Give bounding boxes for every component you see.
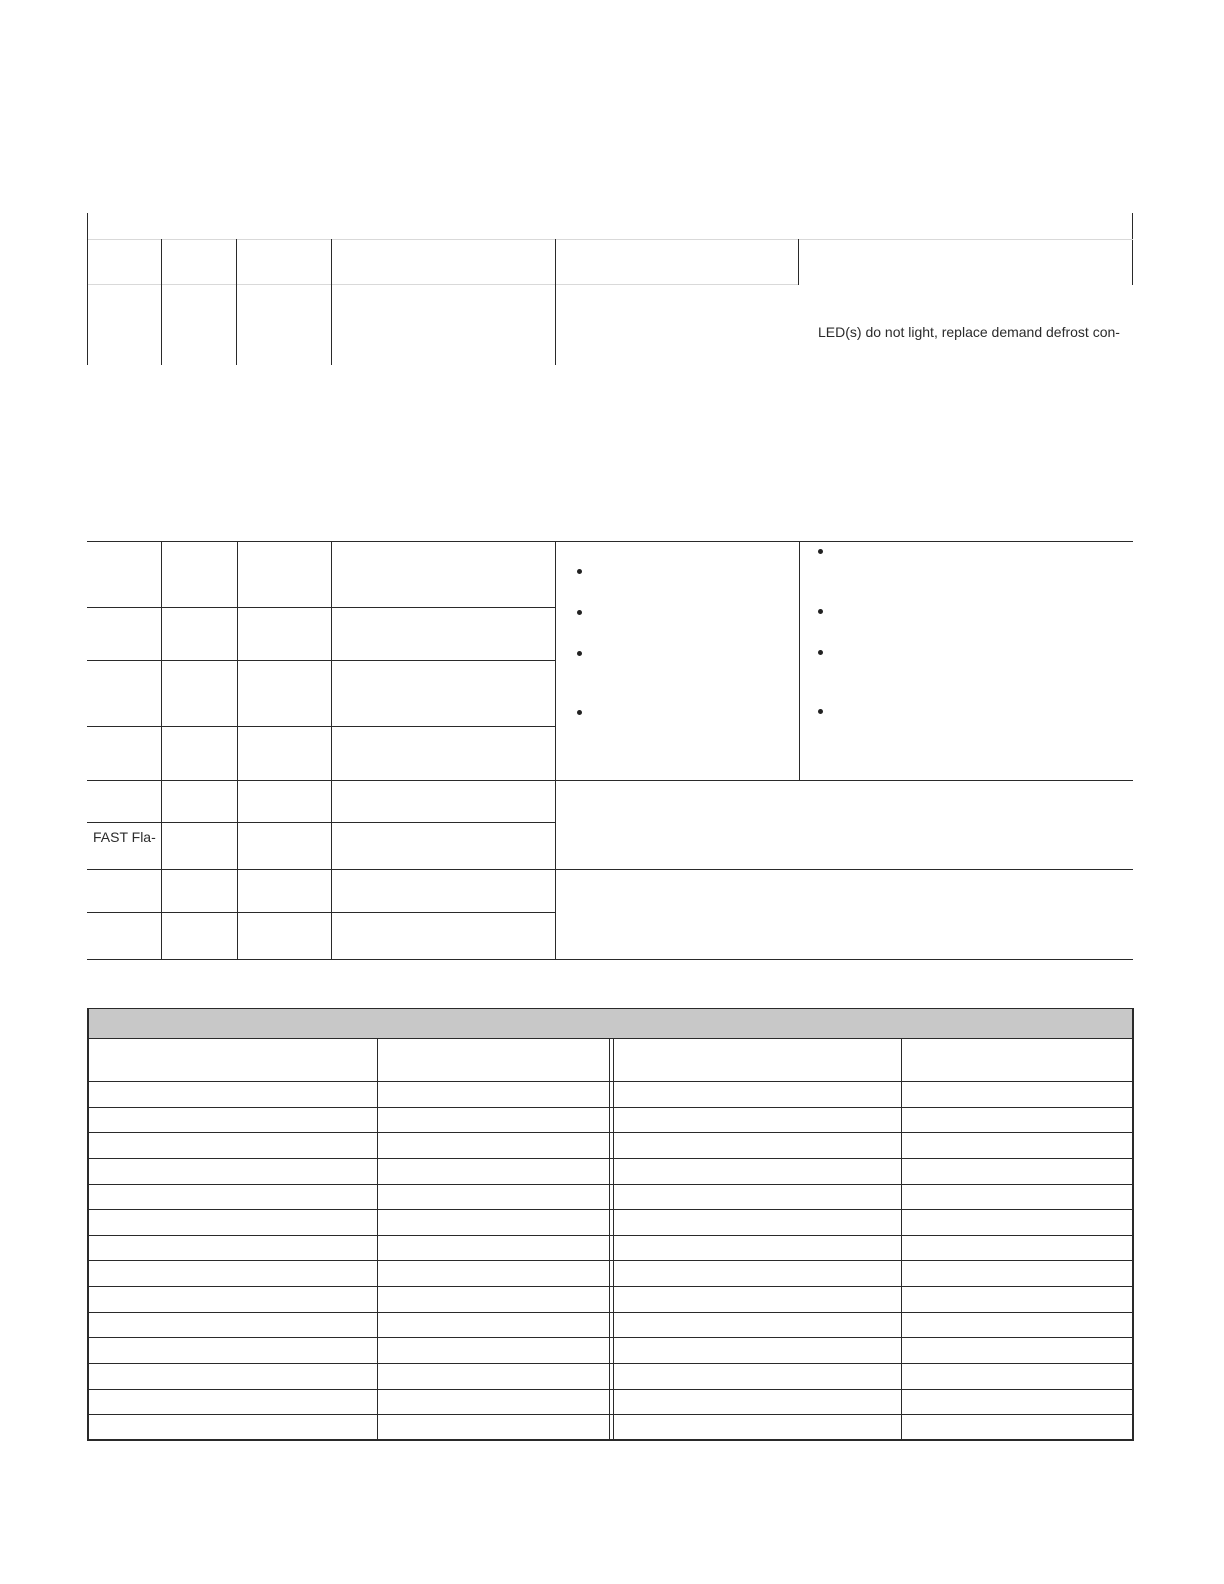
- table-middle-row-divider: [87, 660, 556, 661]
- table-middle-col-divider: [555, 541, 556, 959]
- table-middle-top-border: [87, 541, 1133, 542]
- table-middle-row-divider: [87, 780, 1133, 781]
- table-bottom-left-border: [87, 1008, 89, 1441]
- table-top-col-divider: [555, 239, 556, 365]
- table-bottom-col-divider: [613, 1039, 614, 1439]
- table-bottom-header-border: [87, 1038, 1134, 1039]
- table-bottom-col-divider: [609, 1039, 610, 1439]
- bullet-point: [818, 549, 823, 554]
- table-middle-row-divider: [87, 726, 556, 727]
- table-middle-row-divider: [87, 607, 556, 608]
- table-middle-col-divider: [237, 541, 238, 959]
- table-middle-bottom-border: [87, 959, 1133, 960]
- table-row: [88, 1107, 1133, 1108]
- table-middle-col-divider: [331, 541, 332, 959]
- table-top-note: LED(s) do not light, replace demand defrost con-: [818, 324, 1120, 340]
- table-top-row-divider: [88, 239, 1133, 240]
- row-label-fast: FAST Fla-: [93, 829, 156, 845]
- table-bottom-col-divider: [901, 1039, 902, 1439]
- table-middle-row-divider: [87, 869, 1133, 870]
- table-row: [88, 1312, 1133, 1313]
- table-middle-col-divider: [799, 541, 800, 780]
- bullet-point: [577, 610, 582, 615]
- table-bottom-top-border: [87, 1008, 1134, 1009]
- table-bottom-bottom-border: [87, 1439, 1134, 1441]
- table-bottom-right-border: [1132, 1008, 1134, 1441]
- bullet-point: [818, 650, 823, 655]
- table-middle-row-divider: [87, 822, 556, 823]
- table-top-left-border: [87, 213, 88, 365]
- table-top-col-divider: [161, 239, 162, 365]
- bullet-point: [818, 709, 823, 714]
- table-middle-row-divider: [87, 912, 556, 913]
- bullet-point: [577, 710, 582, 715]
- table-row: [88, 1260, 1133, 1261]
- table-row: [88, 1337, 1133, 1338]
- table-row: [88, 1158, 1133, 1159]
- table-bottom-col-divider: [377, 1039, 378, 1439]
- table-row: [88, 1235, 1133, 1236]
- table-row: [88, 1081, 1133, 1082]
- table-top-col-divider: [331, 239, 332, 365]
- table-bottom-header: [88, 1009, 1133, 1039]
- table-row: [88, 1184, 1133, 1185]
- bullet-point: [577, 651, 582, 656]
- table-row: [88, 1389, 1133, 1390]
- table-top-right-border: [1132, 213, 1133, 285]
- bullet-point: [818, 609, 823, 614]
- table-top-col-divider: [236, 239, 237, 365]
- table-row: [88, 1414, 1133, 1415]
- table-middle-col-divider: [161, 541, 162, 959]
- table-top-col-divider: [798, 239, 799, 285]
- bullet-point: [577, 569, 582, 574]
- table-row: [88, 1132, 1133, 1133]
- table-row: [88, 1209, 1133, 1210]
- table-row: [88, 1363, 1133, 1364]
- table-row: [88, 1286, 1133, 1287]
- table-top-row-divider: [88, 284, 798, 285]
